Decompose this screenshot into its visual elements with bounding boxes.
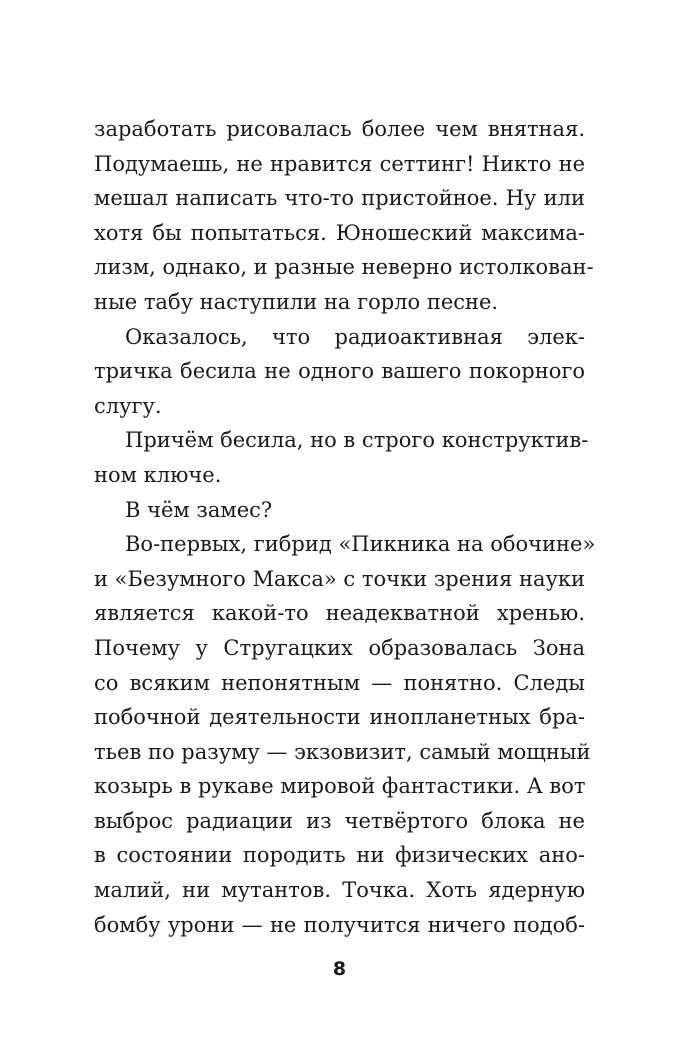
text-line: заработать рисовалась более чем внятная. (94, 117, 585, 141)
text-line: Почему у Стругацких образовалась Зона (94, 635, 585, 660)
text-line: тьев по разуму — экзовизит, самый мощный (94, 739, 591, 764)
text-line: побочной деятельности инопланетных бра- (94, 705, 585, 730)
text-line: бомбу урони — не получится ничего подоб- (94, 912, 585, 937)
text-line: хотя бы попытаться. Юношеский максима- (94, 220, 585, 245)
text-line: козырь в рукаве мировой фантастики. А вот (94, 774, 586, 799)
text-line: малий, ни мутантов. Точка. Хоть ядерную (94, 878, 585, 903)
text-line: Подумаешь, не нравится сеттинг! Никто не (94, 151, 585, 176)
text-line: тричка бесила не одного вашего покорного (94, 359, 585, 384)
text-line: и «Безумного Макса» с точки зрения науки (94, 566, 586, 591)
text-line: Причём бесила, но в строго конструктив- (125, 428, 589, 453)
text-line: В чём замес? (125, 497, 273, 522)
text-line: Во-первых, гибрид «Пикника на обочине» (125, 532, 596, 557)
text-line: выброс радиации из четвёртого блока не (94, 808, 585, 833)
text-line: является какой-то неадекватной хренью. (94, 601, 585, 626)
text-line: в состоянии породить ни физических ано- (94, 843, 585, 868)
text-line: со всяким непонятным — понятно. Следы (94, 670, 585, 695)
text-line: ном ключе. (94, 462, 222, 487)
page-body-text (94, 112, 596, 942)
text-line: Оказалось, что радиоактивная элек- (125, 324, 585, 349)
text-line: мешал написать что-то пристойное. Ну или (94, 186, 585, 211)
text-line: слугу. (94, 393, 162, 418)
text-line: ные табу наступили на горло песне. (94, 289, 499, 314)
text-line: лизм, однако, и разные неверно истолкован- (94, 255, 594, 280)
page-number: 8 (332, 958, 347, 980)
